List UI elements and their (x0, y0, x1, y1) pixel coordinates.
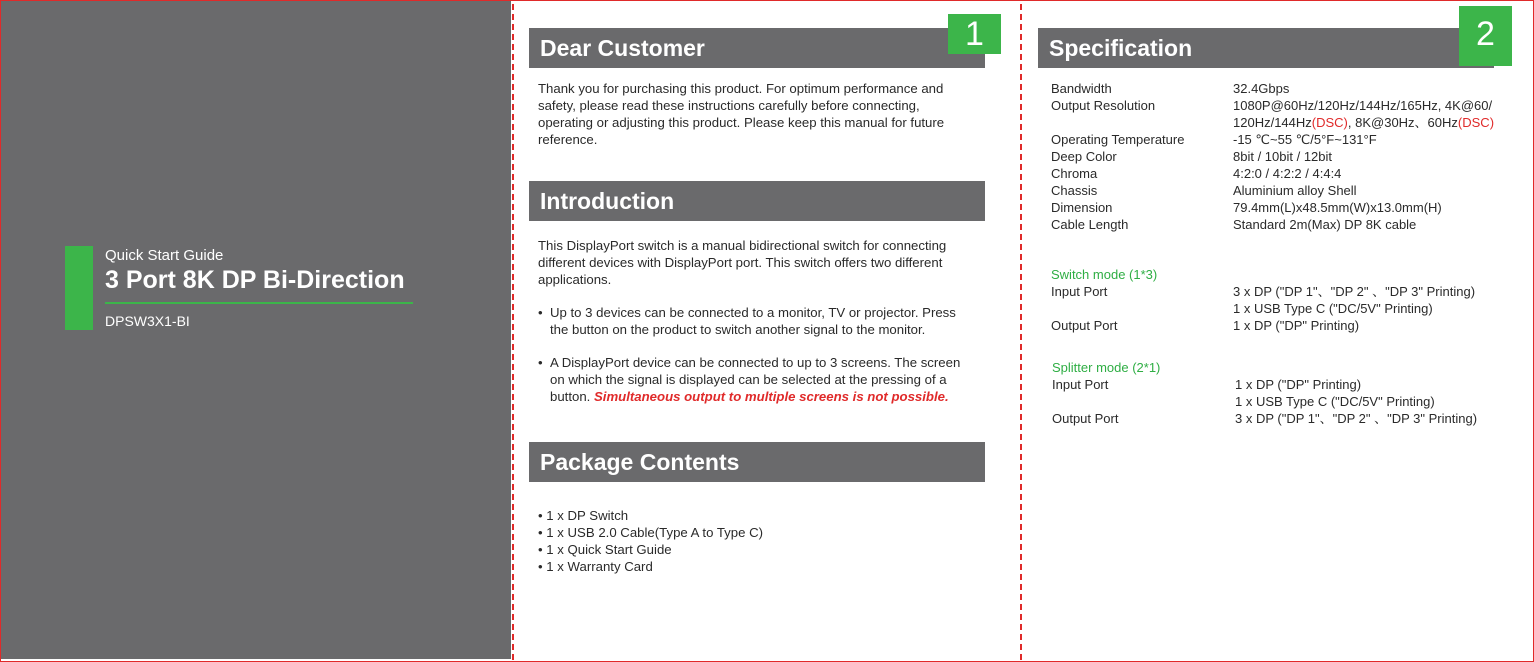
spec-value: 8bit / 10bit / 12bit (1233, 149, 1333, 164)
spec-value: Aluminium alloy Shell (1233, 183, 1357, 198)
bullet-dot: • (538, 305, 543, 320)
spec-label: Deep Color (1051, 149, 1117, 164)
fold-line-right (1020, 4, 1022, 660)
spec-value: 1 x DP ("DP" Printing) (1233, 318, 1360, 333)
spec-label: Dimension (1051, 200, 1113, 215)
intro-bullet-1 (538, 304, 998, 340)
list-item: • 1 x DP Switch (538, 508, 629, 523)
fold-line-left (512, 4, 514, 660)
spec-value: 1080P@60Hz/120Hz/144Hz/165Hz, 4K@60/ (1233, 98, 1493, 113)
splitter-mode-labels (1052, 376, 1118, 427)
splitter-mode-title: Splitter mode (2*1) (1052, 360, 1161, 375)
text-line: button. (550, 389, 594, 404)
bullet-dot: • (538, 355, 543, 370)
list-item: • 1 x USB 2.0 Cable(Type A to Type C) (538, 525, 764, 540)
warning-text: Simultaneous output to multiple screens is not possible. (594, 389, 949, 404)
introduction-heading: Introduction (529, 181, 985, 221)
package-contents-heading: Package Contents (529, 442, 985, 482)
spec-value: 1 x USB Type C ("DC/5V" Printing) (1233, 301, 1433, 316)
spec-value: 4:2:0 / 4:2:2 / 4:4:4 (1233, 166, 1342, 181)
spec-label: Input Port (1052, 377, 1109, 392)
text-line: safety, please read these instructions carefully before connecting, (538, 98, 920, 113)
spec-value: 1 x DP ("DP" Printing) (1235, 377, 1362, 392)
dsc-note: (DSC) (1311, 115, 1348, 130)
page-number-2: 2 (1459, 6, 1512, 66)
spec-labels (1051, 80, 1184, 233)
text-line: different devices with DisplayPort port. This switch offers two different (538, 255, 943, 270)
spec-label: Output Resolution (1051, 98, 1156, 113)
dsc-note: (DSC) (1457, 115, 1495, 130)
spec-label: Chassis (1051, 183, 1098, 198)
text-line: on which the signal is displayed can be selected at the pressing of a (550, 372, 947, 387)
spec-value: 3 x DP ("DP 1"、"DP 2" 、"DP 3" Printing) (1233, 284, 1476, 299)
introduction-text (538, 237, 946, 288)
package-contents-list (538, 507, 763, 575)
switch-mode-title: Switch mode (1*3) (1051, 267, 1158, 282)
cover-guide-label: Quick Start Guide (105, 247, 224, 264)
cover-accent-bar (65, 246, 93, 330)
spec-value-part: , 8K@30Hz、60Hz (1347, 115, 1458, 130)
spec-value: 32.4Gbps (1233, 81, 1290, 96)
specification-heading: Specification (1038, 28, 1494, 68)
text-line: Up to 3 devices can be connected to a monitor, TV or projector. Press (550, 305, 956, 320)
text-line: applications. (538, 272, 612, 287)
spec-value-part: 120Hz/144Hz (1233, 115, 1312, 130)
spec-value: -15 ℃~55 ℃/5°F~131°F (1233, 132, 1377, 147)
spec-label: Operating Temperature (1051, 132, 1185, 147)
text-line: reference. (538, 132, 598, 147)
spec-values (1233, 80, 1494, 233)
spec-value (1233, 114, 1494, 131)
switch-mode-values (1233, 283, 1475, 334)
list-item: • 1 x Quick Start Guide (538, 542, 672, 557)
cover-product-title: 3 Port 8K DP Bi-Direction (105, 266, 405, 294)
text-line: operating or adjusting this product. Please keep this manual for future (538, 115, 945, 130)
splitter-mode-values (1235, 376, 1477, 427)
dear-customer-heading: Dear Customer (529, 28, 985, 68)
spec-label: Output Port (1052, 411, 1119, 426)
spec-value: Standard 2m(Max) DP 8K cable (1233, 217, 1417, 232)
spec-label: Cable Length (1051, 217, 1129, 232)
dear-customer-text (538, 80, 944, 148)
spec-label: Bandwidth (1051, 81, 1112, 96)
spec-label: Chroma (1051, 166, 1098, 181)
cover-panel (1, 1, 511, 659)
spec-value: 3 x DP ("DP 1"、"DP 2" 、"DP 3" Printing) (1235, 411, 1478, 426)
spec-value: 1 x USB Type C ("DC/5V" Printing) (1235, 394, 1435, 409)
switch-mode-labels (1051, 283, 1117, 334)
page-number-1: 1 (948, 14, 1001, 54)
spec-value: 79.4mm(L)x48.5mm(W)x13.0mm(H) (1233, 200, 1442, 215)
cover-title-underline (105, 302, 413, 304)
spec-label: Output Port (1051, 318, 1118, 333)
spec-label: Input Port (1051, 284, 1108, 299)
list-item: • 1 x Warranty Card (538, 559, 653, 574)
text-line: the button on the product to switch another signal to the monitor. (550, 322, 926, 337)
cover-model-number: DPSW3X1-BI (105, 313, 190, 329)
text-line: Thank you for purchasing this product. For optimum performance and (538, 81, 944, 96)
intro-bullet-2 (538, 354, 998, 408)
text-line: This DisplayPort switch is a manual bidirectional switch for connecting (538, 238, 947, 253)
text-line: A DisplayPort device can be connected to up to 3 screens. The screen (550, 355, 961, 370)
